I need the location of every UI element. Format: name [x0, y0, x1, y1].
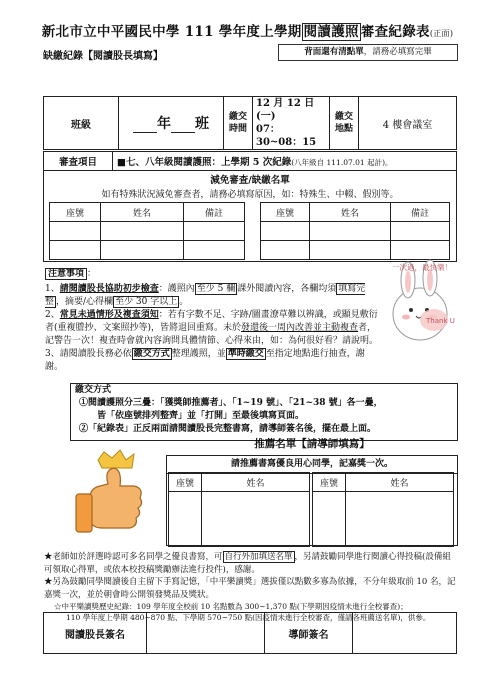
- mode-line1: ①閱讀護照分三疊：「獲獎師推薦者」、「1~19 號」、「21~38 號」各一疊，: [79, 398, 383, 408]
- note1-end: 。: [179, 297, 189, 307]
- col-note: 備註: [391, 203, 450, 222]
- place-label: 繳交地點: [330, 97, 359, 150]
- col-name: 姓名: [202, 473, 310, 492]
- exempt-cell[interactable]: [391, 222, 450, 241]
- bunny-caption: 一次過，最快樂！: [392, 263, 452, 272]
- bottom-line2: ★另為鼓勵同學閱讀後自主留下手寫記憶，「中平樂讀獎」選拔僅以點數多寡為依據，不分年級取前 10 名，記嘉獎一次，並於朝會時公開領發獎品及獎狀。: [44, 577, 456, 600]
- note1-num: 1、: [45, 284, 60, 294]
- exempt-desc: 如有特殊狀況減免審查者，請務必填寫原因，如：特殊生、中輟、假別等。: [101, 190, 399, 200]
- thumbs-up-illustration: [68, 448, 158, 544]
- notes-section: 注意事項 ： 1、請閱讀股長協助初步檢查：護照內 至少 5 欄 課外閱讀內容，各欄均須 填寫完整 ，摘要/心得欄 至少 30 字以上 。 2、常見未過情形及複查須知：若有字數不足、字跡/圖畫潦草難以辨識，或顯見敷衍者(重複謄抄、文案照抄等)，皆將退回重寫。未於發還後一周內改善並主動複查者，記警告一次！複查時會就內容詢問具體情節、心得來由，如：為何很好看？請說明。 3、請閱讀股長務必依 繳交方式 整理護照，並 準時繳交 至指定地點進行抽查，謝謝。: [45, 269, 379, 372]
- note1-text2: 課外閱讀內容，各欄均須: [237, 284, 337, 294]
- notes-heading: 注意事項: [45, 268, 87, 280]
- mode-line1b: 皆「依座號排列整齊」並「打開」至最後填寫頁面。: [97, 411, 305, 421]
- bottom-line3: ☆中平樂讀獎歷史紀錄：109 學年度全校前 10 名點數為 300~1,370 點(下學期因疫情未進行全校審查)；: [54, 602, 408, 611]
- recommend-cell[interactable]: [202, 492, 310, 547]
- reader-sign-field[interactable]: [147, 613, 265, 654]
- exempt-cell[interactable]: [184, 241, 245, 260]
- col-seat: 座號: [50, 203, 101, 222]
- year-suffix: 年: [157, 116, 171, 132]
- item-table: [43, 151, 457, 171]
- col-note: 備註: [184, 203, 245, 222]
- note1-box3: 至少 30 字以上: [115, 297, 178, 307]
- note2-text: ：若有字數不足、字跡/圖畫潦草難以辨識，或顯見敷衍者(重複謄抄、文案照抄等)，皆將退回重寫。未於: [45, 310, 378, 333]
- class-field[interactable]: [119, 97, 224, 150]
- col-seat: 座號: [169, 473, 202, 492]
- title-note: (正面): [429, 29, 454, 38]
- exempt-cell[interactable]: [101, 222, 184, 241]
- col-seat: 座號: [313, 473, 346, 492]
- back-notice: [278, 44, 458, 61]
- exempt-cell[interactable]: [261, 241, 310, 260]
- exempt-cell[interactable]: [50, 222, 101, 241]
- item-label: 審查項目: [44, 152, 113, 171]
- exempt-cell[interactable]: [50, 241, 101, 260]
- note1-box2: 填寫完整: [45, 284, 366, 307]
- back-notice-rest: ，請務必填寫完畢: [363, 47, 432, 57]
- recommend-header: 請推薦書寫優良用心同學，記嘉獎一次。: [167, 456, 457, 474]
- col-seat: 座號: [261, 203, 310, 222]
- note3-text2: 整理護照，並: [171, 349, 226, 359]
- recommend-cell[interactable]: [313, 492, 346, 547]
- recommend-title: 推薦名單【請導師填寫】: [254, 438, 370, 450]
- note1-text3: ，摘要/心得欄: [56, 297, 114, 307]
- recommend-table-right: [312, 472, 454, 547]
- exempt-heading: 減免審查/缺繳名單: [210, 175, 290, 186]
- title-boxed: 閱讀護照: [303, 24, 359, 40]
- col-name: 姓名: [346, 473, 454, 492]
- info-table: [43, 96, 457, 150]
- exempt-cell[interactable]: [184, 222, 245, 241]
- note3-box: 繳交方式: [133, 349, 170, 359]
- mode-heading: 繳交方式: [75, 385, 112, 395]
- exempt-table-left: [49, 202, 245, 260]
- note2-text2: 者，記警告一次！複查時會就內容詢問具體情節、心得來由，如：為何很好看？請說明。: [45, 323, 379, 346]
- exempt-cell[interactable]: [101, 241, 184, 260]
- subheading: 缺繳紀錄【閱讀股長填寫】: [43, 51, 163, 62]
- place-value: 4 樓會議室: [359, 97, 457, 150]
- time-value: 07：30~08：15: [256, 124, 317, 148]
- recommend-table-left: [168, 472, 310, 547]
- signature-table: [43, 612, 457, 654]
- note3-box2: 準時繳交: [227, 349, 264, 359]
- bottom-line1-rest: ，另請鼓勵同學進行閱讀心得投稿(設備組可領取心得單，或依本校投稿獎勵辦法進行投件)，感謝。: [44, 552, 451, 575]
- note1-text: ：護照內: [158, 284, 195, 294]
- note1-box1: 至少 5 欄: [196, 284, 236, 294]
- exempt-cell[interactable]: [310, 241, 391, 260]
- note2-underline: 發還後一周內改善並主動複查: [241, 323, 359, 333]
- bottom-line1-box: 自行外加填送名單: [224, 552, 293, 562]
- date-value: 12 月 12 日(一): [256, 98, 315, 122]
- bottom-line4: 110 學年度上學期 480~870 點、下學期 570~750 點(因疫情未進行全校審查，僅請各班薦送名單)，供參。: [66, 613, 431, 622]
- class-suffix: 班: [195, 116, 209, 132]
- title-part2: 審查紀錄表: [360, 24, 430, 40]
- col-name: 姓名: [101, 203, 184, 222]
- item-cell: [113, 152, 457, 171]
- exempt-table-right: [260, 202, 450, 260]
- recommend-cell[interactable]: [169, 492, 202, 547]
- exempt-cell[interactable]: [261, 222, 310, 241]
- submission-mode-box: [70, 383, 458, 441]
- mode-line2: ②「紀錄表」正反兩面請閱讀股長完整書寫，請導師簽名後，擺在最上面。: [79, 424, 377, 434]
- note1-bold: 請閱讀股長協助初步檢查: [59, 284, 159, 294]
- time-label: 繳交時間: [224, 97, 253, 150]
- bunny-thanks-text: Thank U: [426, 317, 455, 325]
- title-part1: 新北市立中平國民中學 111 學年度上學期: [41, 24, 302, 40]
- note3-text: 3、請閱讀股長務必依: [45, 349, 132, 359]
- exempt-cell[interactable]: [391, 241, 450, 260]
- time-field: [253, 97, 330, 150]
- bottom-line1: ★老師如於評選時認可多名同學之優良書寫，可: [44, 552, 223, 562]
- teacher-sign-label: 導師簽名: [265, 613, 353, 654]
- class-label: 班級: [44, 97, 119, 150]
- note2-bold: 常見未過情形及複查須知: [59, 310, 159, 320]
- back-notice-bold: 背面還有清點單: [304, 47, 364, 57]
- item-note: (八年級自 111.07.01 起計)。: [291, 158, 393, 167]
- page-title: [0, 20, 495, 40]
- note3-text3: 至指定地點進行抽查，謝謝。: [45, 349, 365, 372]
- reader-sign-label: 閱讀股長簽名: [44, 613, 147, 654]
- recommend-cell[interactable]: [346, 492, 454, 547]
- teacher-sign-field[interactable]: [353, 613, 457, 654]
- note2-num: 2、: [45, 310, 60, 320]
- col-name: 姓名: [310, 203, 391, 222]
- exempt-cell[interactable]: [310, 222, 391, 241]
- item-text: ■七、八年級閱讀護照：上學期 5 次紀錄: [117, 157, 292, 168]
